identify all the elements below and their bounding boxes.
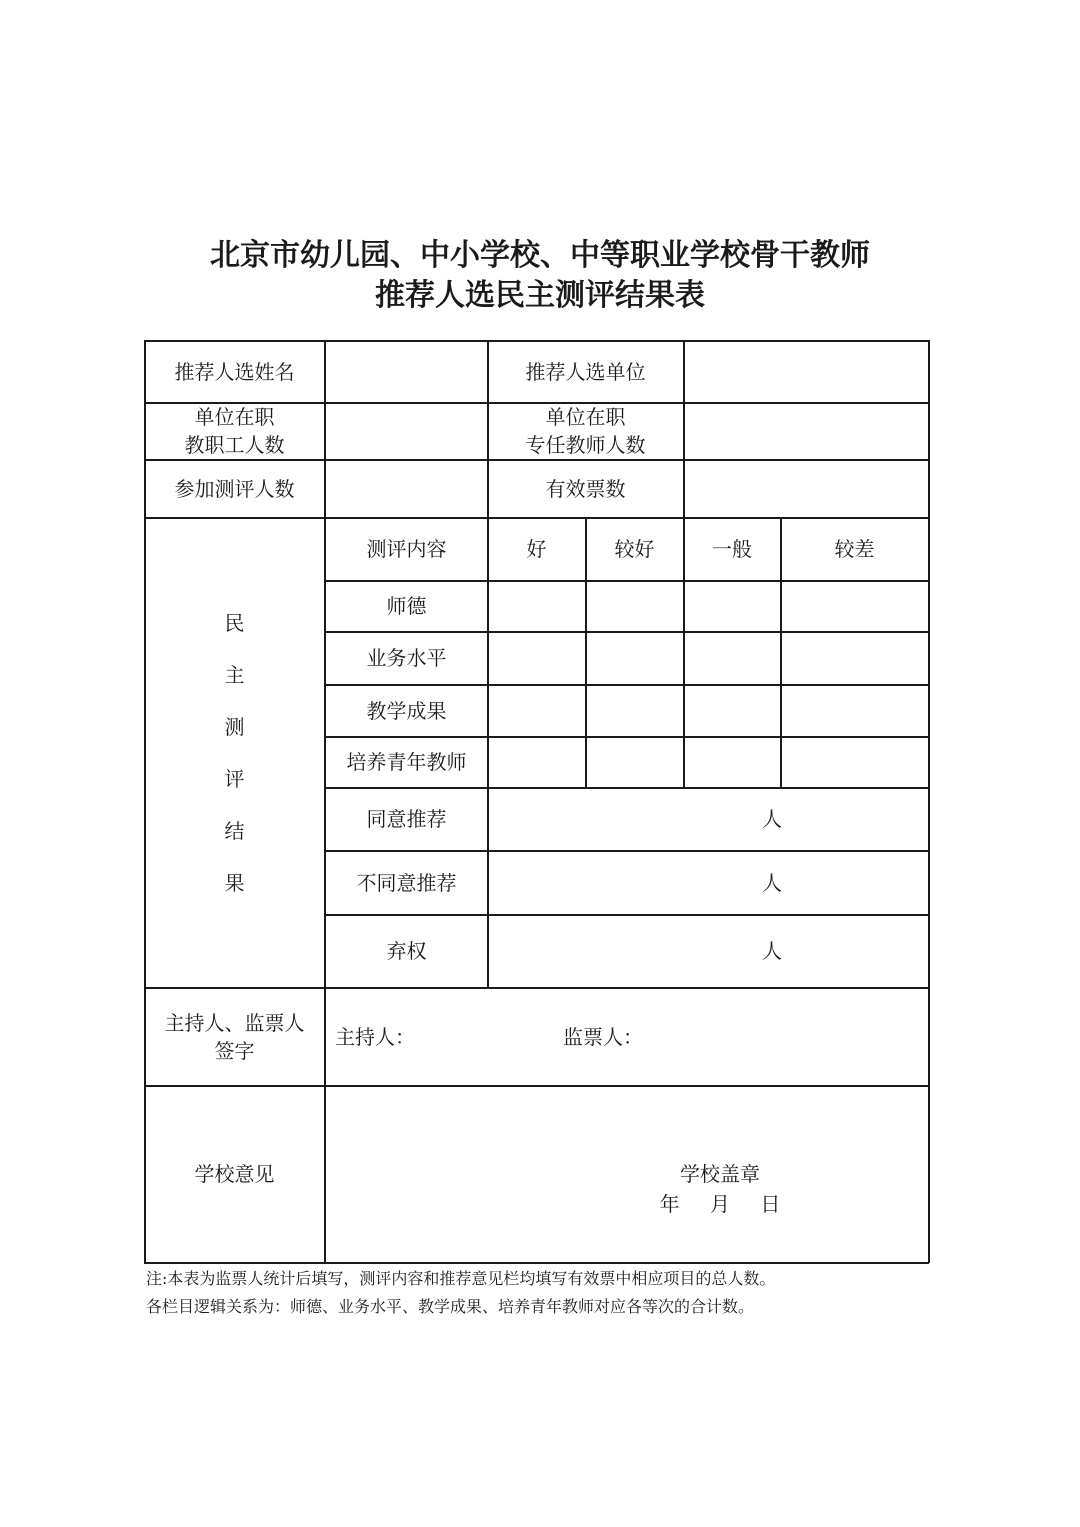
school-seal-label: 学校盖章 [680, 1162, 760, 1186]
note-line-1: 注:本表为监票人统计后填写，测评内容和推荐意见栏均填写有效票中相应项目的总人数。 [146, 1269, 776, 1288]
form-title-line-1: 北京市幼儿园、中小学校、中等职业学校骨干教师 [210, 238, 870, 273]
header-average: 一般 [712, 537, 752, 561]
monitor-signature-label[interactable]: 监票人： [563, 1024, 643, 1049]
candidate-name-label: 推荐人选姓名 [174, 359, 295, 384]
row-ethics-label: 师德 [386, 594, 427, 618]
header-good: 好 [526, 537, 547, 561]
row-professional-level-label: 业务水平 [366, 646, 447, 670]
participants-label: 参加测评人数 [174, 476, 295, 501]
evaluation-section-label: 民 主 测 评 结 果 [224, 610, 245, 895]
vote-disagree-label: 不同意推荐 [356, 870, 457, 895]
candidate-name-field[interactable] [326, 341, 487, 402]
date-label: 年 月 日 [659, 1192, 781, 1216]
candidate-unit-field[interactable] [685, 341, 928, 402]
note-line-2: 各栏目逻辑关系为：师德、业务水平、教学成果、培养青年教师对应各等次的合计数。 [146, 1297, 755, 1316]
candidate-unit-label: 推荐人选单位 [525, 359, 646, 384]
school-opinion-label: 学校意见 [194, 1162, 275, 1186]
vote-agree-unit: 人 [762, 807, 782, 831]
vote-agree-label: 同意推荐 [366, 807, 447, 831]
header-content: 测评内容 [366, 537, 447, 561]
header-fairly-good: 较好 [614, 537, 655, 561]
vote-abstain-unit: 人 [762, 939, 782, 963]
signature-label: 主持人、监票人 签字 [164, 1010, 305, 1063]
vote-abstain-label: 弃权 [386, 939, 427, 963]
teacher-count-label: 单位在职 专任教师人数 [525, 405, 646, 457]
participants-field[interactable] [326, 460, 487, 517]
row-mentoring-label: 培养青年教师 [346, 750, 467, 774]
row-teaching-results-label: 教学成果 [366, 698, 447, 723]
header-poor: 较差 [834, 537, 875, 561]
host-signature-label[interactable]: 主持人： [335, 1024, 415, 1049]
teacher-count-field[interactable] [685, 403, 928, 459]
vote-disagree-unit: 人 [762, 870, 782, 895]
valid-votes-label: 有效票数 [545, 476, 626, 501]
form-title-line-2: 推荐人选民主测评结果表 [375, 278, 705, 313]
staff-count-label: 单位在职 教职工人数 [184, 405, 285, 457]
staff-count-field[interactable] [326, 403, 487, 459]
valid-votes-field[interactable] [685, 460, 928, 517]
